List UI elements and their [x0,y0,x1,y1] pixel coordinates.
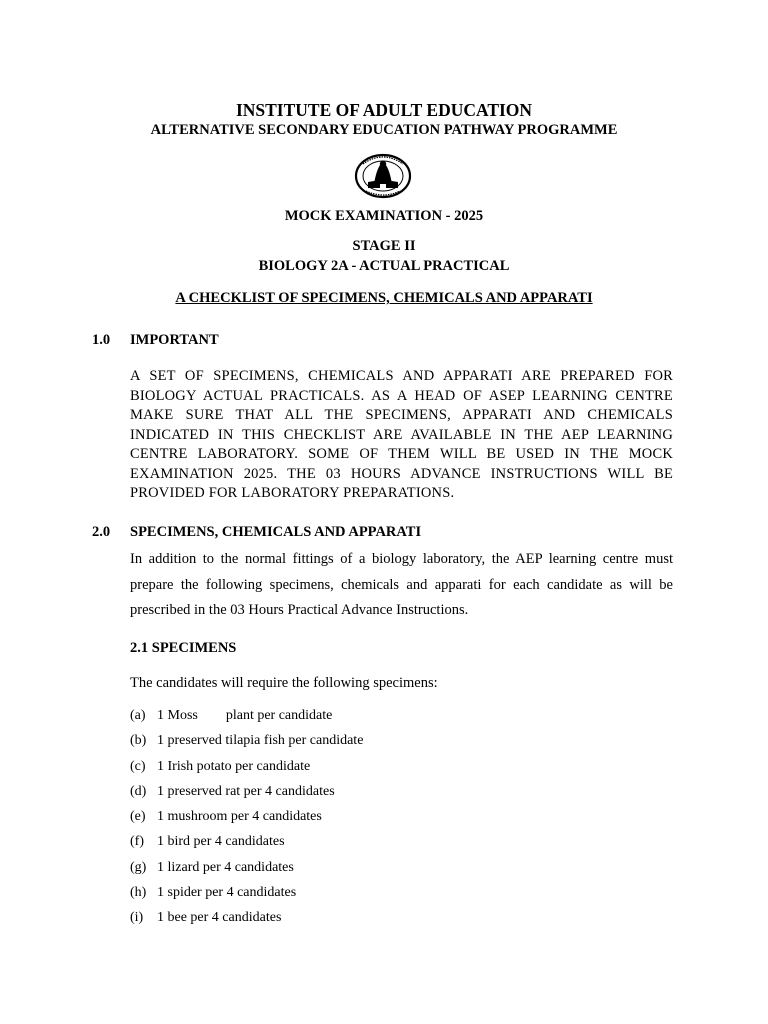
list-item [130,782,363,807]
list-item [130,731,363,756]
programme-title: ALTERNATIVE SECONDARY EDUCATION PATHWAY PROGRAMME [150,122,618,138]
section-2-title: SPECIMENS, CHEMICALS AND APPARATI [130,524,422,540]
subsection-title: 2.1 SPECIMENS [130,640,237,656]
institute-title: INSTITUTE OF ADULT EDUCATION [235,100,533,120]
section-2-body: In addition to the normal fittings of a biology laboratory, the AEP learning centre must prepare the following specimens, chemicals and apparati for each candidate as will be prescribed in the 03 Hours Practical Advance Instructions. [130,551,673,618]
list-item-text: 1 mushroom per 4 candidates [157,809,322,825]
list-item [130,807,363,832]
stage-title: STAGE II [352,238,416,254]
list-item-text: 1 preserved rat per 4 candidates [157,783,335,799]
list-item-text: 1 preserved tilapia fish per candidate [157,733,364,749]
section-1-number: 1.0 [92,332,111,348]
list-item-label: (h) [130,885,147,901]
list-item-text: 1 spider per 4 candidates [157,885,297,901]
list-item-label: (e) [130,809,146,825]
institute-seal-icon [351,152,415,200]
subject-title: BIOLOGY 2A - ACTUAL PRACTICAL [258,258,510,274]
list-item-label: (b) [130,733,147,749]
document-title: A CHECKLIST OF SPECIMENS, CHEMICALS AND APPARATI [175,290,593,306]
list-item-label: (g) [130,859,147,875]
section-1-title: IMPORTANT [130,332,219,348]
list-item-text: 1 Moss plant per candidate [157,708,333,723]
specimen-list [130,706,363,934]
list-item-label: (i) [130,910,144,926]
section-1-body: A SET OF SPECIMENS, CHEMICALS AND APPARATI ARE PREPARED FOR BIOLOGY ACTUAL PRACTICALS. AS A HEAD OF ASEP LEARNING CENTRE MAKE SURE THAT ALL THE SPECIMENS, APPARATI AND CHEMICALS INDICATED IN THIS CHECKLIST ARE AVAILABLE IN THE AEP LEARNING CENTRE LABORATORY. SOME OF THEM WILL BE USED IN THE MOCK EXAMINATION 2025. THE 03 HOURS ADVANCE INSTRUCTIONS WILL BE PROVIDED FOR LABORATORY PREPARATIONS. [130,368,673,501]
section-2-number: 2.0 [92,524,111,540]
list-item [130,908,363,933]
list-item [130,883,363,908]
list-item-label: (d) [130,783,147,799]
list-item-text: 1 Irish potato per candidate [157,758,311,774]
list-item [130,832,363,857]
list-item-text: 1 lizard per 4 candidates [157,859,294,875]
list-item [130,858,363,883]
list-item [130,757,363,782]
list-item-label: (a) [130,708,146,723]
list-item-label: (c) [130,758,146,774]
list-item-label: (f) [130,834,144,850]
list-item-text: 1 bee per 4 candidates [157,910,282,926]
subsection-intro: The candidates will require the following specimens: [130,675,438,691]
exam-title: MOCK EXAMINATION - 2025 [284,208,484,224]
list-item [130,706,363,731]
list-item-text: 1 bird per 4 candidates [157,834,285,850]
